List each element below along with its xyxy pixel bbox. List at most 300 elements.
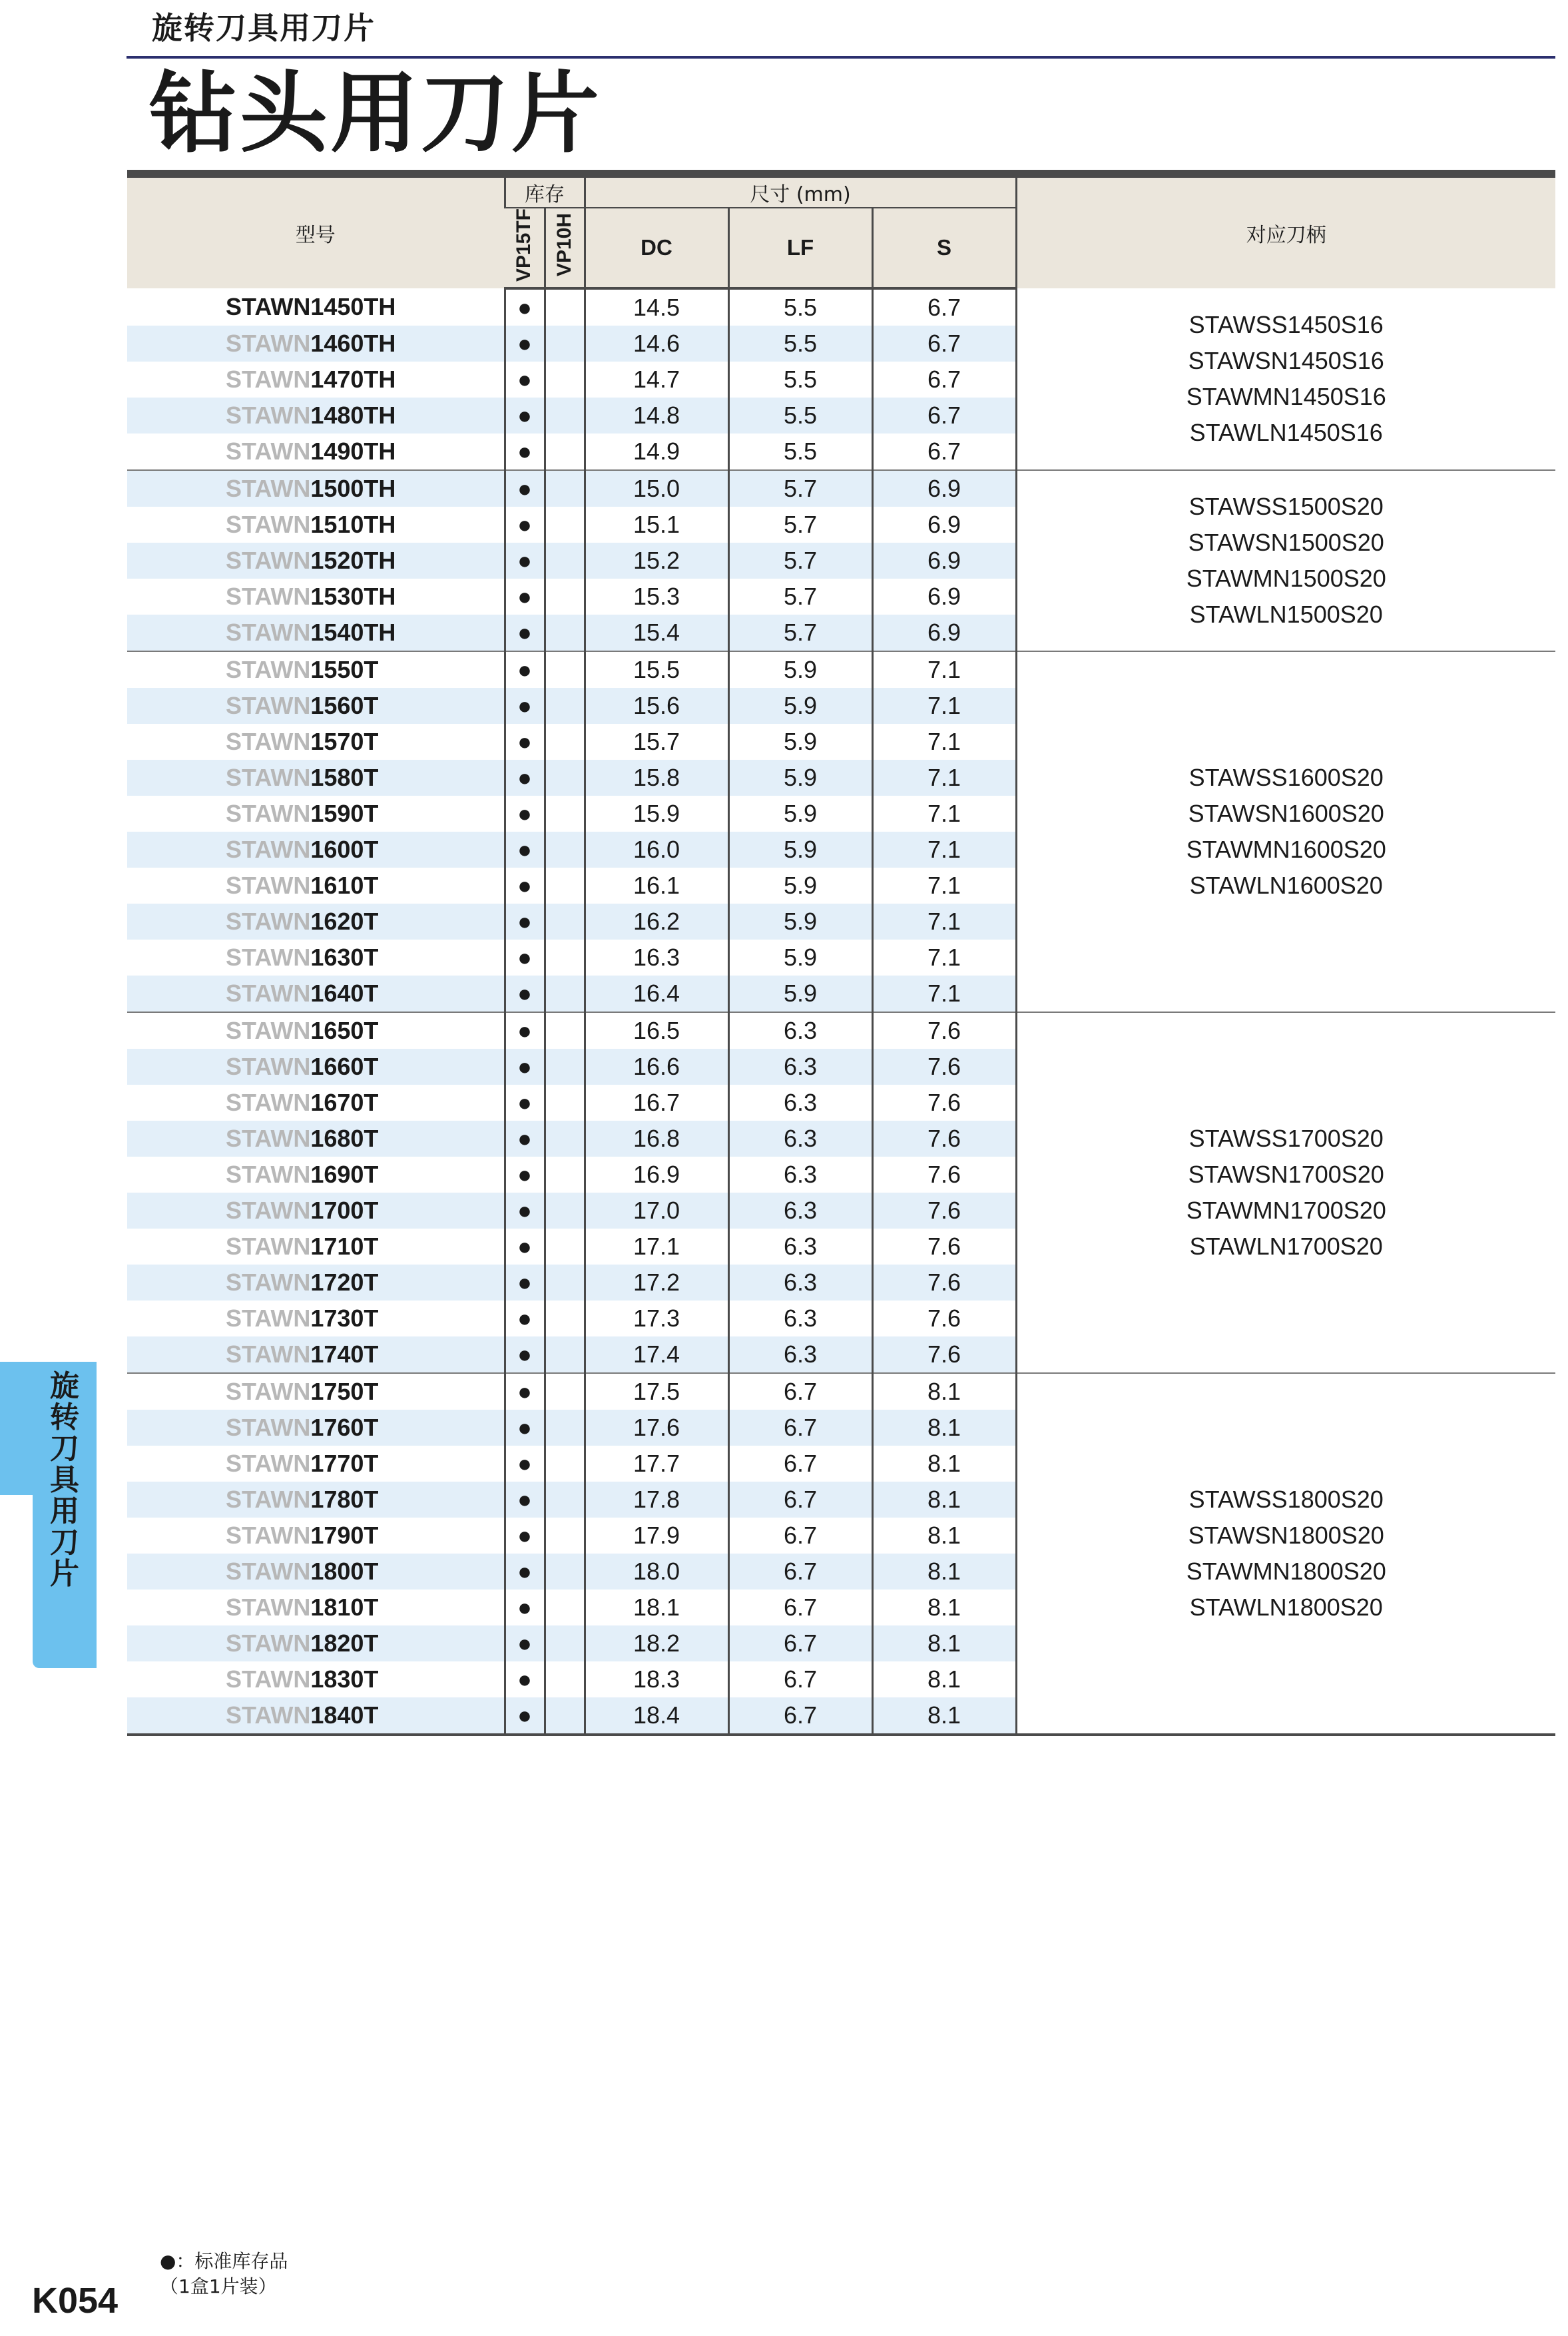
model-cell <box>127 1229 505 1265</box>
stock-vp10h-cell <box>545 507 585 543</box>
side-tab-char: 刀 <box>50 1432 79 1466</box>
s-cell: 7.1 <box>872 940 1016 976</box>
s-cell: 6.7 <box>872 288 1016 326</box>
lf-cell: 5.7 <box>728 543 872 579</box>
stock-vp15tf-cell: ● <box>505 1085 545 1121</box>
stock-vp15tf-cell: ● <box>505 507 545 543</box>
legend <box>160 2249 288 2299</box>
model-cell <box>127 904 505 940</box>
model-suffix: 1760T <box>310 1414 379 1442</box>
s-cell: 7.6 <box>872 1193 1016 1229</box>
dc-cell: 18.2 <box>585 1625 728 1661</box>
dc-cell: 15.9 <box>585 796 728 832</box>
stock-vp15tf-cell: ● <box>505 651 545 688</box>
dc-cell: 14.6 <box>585 326 728 362</box>
insert-spec-rows <box>127 288 1555 1735</box>
holder-name: STAWSS1600S20 <box>1188 764 1384 792</box>
model-prefix: STAWN <box>226 1017 311 1045</box>
model-suffix: 1840T <box>310 1701 379 1729</box>
stock-vp10h-cell <box>545 615 585 651</box>
holder-name: STAWSN1500S20 <box>1188 529 1384 557</box>
model-cell <box>127 724 505 760</box>
col-header-s: S <box>872 208 1016 288</box>
stock-vp10h-cell <box>545 1012 585 1049</box>
stock-vp10h-cell <box>545 1661 585 1697</box>
lf-cell: 6.3 <box>728 1121 872 1157</box>
lf-cell: 6.3 <box>728 1157 872 1193</box>
lf-cell: 6.7 <box>728 1482 872 1518</box>
model-cell <box>127 434 505 470</box>
model-suffix: 1540TH <box>310 619 396 647</box>
stock-vp15tf-cell: ● <box>505 1049 545 1085</box>
stock-vp15tf-cell: ● <box>505 724 545 760</box>
stock-vp10h-cell <box>545 688 585 724</box>
model-suffix: 1620T <box>310 908 379 936</box>
insert-spec-table <box>127 170 1555 1736</box>
model-suffix: 1530TH <box>310 583 396 611</box>
model-prefix: STAWN <box>226 800 311 828</box>
lf-cell: 5.9 <box>728 724 872 760</box>
model-cell <box>127 1336 505 1373</box>
s-cell: 6.9 <box>872 470 1016 507</box>
table-row <box>127 1012 1555 1049</box>
stock-vp15tf-cell: ● <box>505 904 545 940</box>
stock-vp15tf-cell: ● <box>505 1482 545 1518</box>
stock-vp15tf-cell: ● <box>505 976 545 1012</box>
model-cell <box>127 1518 505 1554</box>
dc-cell: 14.9 <box>585 434 728 470</box>
model-prefix: STAWN <box>226 872 311 900</box>
holder-name: STAWLN1450S16 <box>1189 419 1383 447</box>
model-suffix: 1740T <box>310 1340 379 1368</box>
model-cell <box>127 288 505 326</box>
stock-vp15tf-cell: ● <box>505 434 545 470</box>
dc-cell: 17.1 <box>585 1229 728 1265</box>
s-cell: 7.6 <box>872 1229 1016 1265</box>
stock-vp15tf-cell: ● <box>505 832 545 868</box>
s-cell: 7.1 <box>872 651 1016 688</box>
s-cell: 7.6 <box>872 1049 1016 1085</box>
model-prefix: STAWN <box>226 402 311 430</box>
model-prefix: STAWN <box>226 764 311 792</box>
model-cell <box>127 651 505 688</box>
stock-vp15tf-cell: ● <box>505 579 545 615</box>
s-cell: 6.9 <box>872 543 1016 579</box>
model-suffix: 1670T <box>310 1089 379 1117</box>
stock-vp15tf-cell: ● <box>505 1518 545 1554</box>
model-prefix: STAWN <box>226 583 311 611</box>
dc-cell: 16.5 <box>585 1012 728 1049</box>
stock-vp10h-cell <box>545 1229 585 1265</box>
holder-group-cell <box>1016 1373 1555 1735</box>
model-suffix: 1580T <box>310 764 379 792</box>
model-prefix: STAWN <box>226 1629 311 1657</box>
model-suffix: 1610T <box>310 872 379 900</box>
stock-vp10h-cell <box>545 1410 585 1446</box>
stock-vp15tf-cell: ● <box>505 1336 545 1373</box>
stock-vp10h-cell <box>545 434 585 470</box>
model-prefix: STAWN <box>226 619 311 647</box>
side-tab-char: 具 <box>50 1463 79 1497</box>
model-cell <box>127 1373 505 1410</box>
model-cell <box>127 1012 505 1049</box>
stock-vp15tf-cell: ● <box>505 288 545 326</box>
model-cell <box>127 796 505 832</box>
insert-spec-table-wrap <box>127 170 1555 1736</box>
model-suffix: 1730T <box>310 1305 379 1332</box>
model-prefix: STAWN <box>226 1665 311 1693</box>
dc-cell: 15.7 <box>585 724 728 760</box>
stock-vp10h-cell <box>545 724 585 760</box>
table-row <box>127 1373 1555 1410</box>
holder-name: STAWLN1700S20 <box>1189 1233 1383 1261</box>
model-suffix: 1460TH <box>310 330 396 358</box>
lf-cell: 5.9 <box>728 940 872 976</box>
stock-vp10h-cell <box>545 1697 585 1735</box>
dc-cell: 16.8 <box>585 1121 728 1157</box>
s-cell: 7.1 <box>872 796 1016 832</box>
stock-vp10h-cell <box>545 904 585 940</box>
model-suffix: 1450TH <box>310 293 396 321</box>
s-cell: 6.7 <box>872 326 1016 362</box>
lf-cell: 5.5 <box>728 434 872 470</box>
dc-cell: 16.3 <box>585 940 728 976</box>
stock-vp15tf-cell: ● <box>505 868 545 904</box>
holder-name: STAWMN1700S20 <box>1186 1197 1386 1225</box>
holder-name: STAWMN1600S20 <box>1186 836 1386 864</box>
lf-cell: 6.3 <box>728 1336 872 1373</box>
dc-cell: 14.8 <box>585 398 728 434</box>
s-cell: 8.1 <box>872 1482 1016 1518</box>
model-cell <box>127 1085 505 1121</box>
dc-cell: 17.9 <box>585 1518 728 1554</box>
stock-vp10h-cell <box>545 940 585 976</box>
model-cell <box>127 1625 505 1661</box>
model-cell <box>127 326 505 362</box>
lf-cell: 5.9 <box>728 760 872 796</box>
model-prefix: STAWN <box>226 1594 311 1621</box>
holder-name: STAWLN1600S20 <box>1189 872 1383 900</box>
model-prefix: STAWN <box>226 1558 311 1586</box>
lf-cell: 5.5 <box>728 398 872 434</box>
model-suffix: 1680T <box>310 1125 379 1153</box>
stock-vp10h-cell <box>545 470 585 507</box>
holder-name: STAWMN1800S20 <box>1186 1558 1386 1586</box>
model-prefix: STAWN <box>226 656 311 684</box>
dc-cell: 15.2 <box>585 543 728 579</box>
s-cell: 8.1 <box>872 1373 1016 1410</box>
model-cell <box>127 688 505 724</box>
model-prefix: STAWN <box>226 908 311 936</box>
model-prefix: STAWN <box>226 366 311 394</box>
model-prefix: STAWN <box>226 1053 311 1081</box>
stock-vp10h-cell <box>545 1554 585 1590</box>
lf-cell: 5.7 <box>728 579 872 615</box>
model-suffix: 1480TH <box>310 402 396 430</box>
s-cell: 7.6 <box>872 1121 1016 1157</box>
dc-cell: 16.2 <box>585 904 728 940</box>
model-prefix: STAWN <box>226 1233 311 1261</box>
model-cell <box>127 1049 505 1085</box>
holder-name: STAWLN1500S20 <box>1189 601 1383 629</box>
model-cell <box>127 1121 505 1157</box>
holder-name: STAWSN1700S20 <box>1188 1161 1384 1189</box>
s-cell: 8.1 <box>872 1554 1016 1590</box>
col-header-dc: DC <box>585 208 728 288</box>
model-prefix: STAWN <box>226 330 311 358</box>
side-tab-char: 旋 <box>50 1369 79 1403</box>
model-prefix: STAWN <box>226 1522 311 1550</box>
model-cell <box>127 832 505 868</box>
lf-cell: 6.7 <box>728 1410 872 1446</box>
stock-vp10h-cell <box>545 1085 585 1121</box>
dc-cell: 17.7 <box>585 1446 728 1482</box>
model-cell <box>127 1301 505 1336</box>
model-prefix: STAWN <box>226 1269 311 1297</box>
lf-cell: 6.7 <box>728 1697 872 1735</box>
dc-cell: 15.6 <box>585 688 728 724</box>
dc-cell: 15.8 <box>585 760 728 796</box>
s-cell: 7.1 <box>872 904 1016 940</box>
lf-cell: 5.9 <box>728 904 872 940</box>
dc-cell: 14.5 <box>585 288 728 326</box>
lf-cell: 6.3 <box>728 1193 872 1229</box>
stock-vp10h-cell <box>545 1625 585 1661</box>
stock-vp10h-cell <box>545 1049 585 1085</box>
dc-cell: 18.1 <box>585 1590 728 1625</box>
stock-vp10h-cell <box>545 1446 585 1482</box>
s-cell: 6.7 <box>872 434 1016 470</box>
model-prefix: STAWN <box>226 1486 311 1514</box>
lf-cell: 6.3 <box>728 1301 872 1336</box>
holder-name: STAWLN1800S20 <box>1189 1594 1383 1621</box>
dc-cell: 18.3 <box>585 1661 728 1697</box>
dc-cell: 15.1 <box>585 507 728 543</box>
model-suffix: 1790T <box>310 1522 379 1550</box>
model-suffix: 1560T <box>310 692 379 720</box>
model-cell <box>127 976 505 1012</box>
model-suffix: 1660T <box>310 1053 379 1081</box>
col-header-stock: 库存 <box>505 174 585 208</box>
model-suffix: 1830T <box>310 1665 379 1693</box>
side-tab-label <box>33 1370 97 1590</box>
model-suffix: 1800T <box>310 1558 379 1586</box>
s-cell: 7.6 <box>872 1336 1016 1373</box>
stock-vp10h-cell <box>545 1482 585 1518</box>
s-cell: 7.6 <box>872 1085 1016 1121</box>
table-row <box>127 651 1555 688</box>
model-cell <box>127 543 505 579</box>
model-suffix: 1780T <box>310 1486 379 1514</box>
stock-vp15tf-cell: ● <box>505 1193 545 1229</box>
stock-vp15tf-cell: ● <box>505 1121 545 1157</box>
s-cell: 7.1 <box>872 760 1016 796</box>
model-prefix: STAWN <box>226 511 311 539</box>
lf-cell: 6.3 <box>728 1229 872 1265</box>
model-cell <box>127 1697 505 1735</box>
grade-label-vp10h: VP10H <box>553 213 575 277</box>
lf-cell: 6.7 <box>728 1554 872 1590</box>
stock-vp10h-cell <box>545 796 585 832</box>
side-tab-char: 刀 <box>50 1526 79 1560</box>
stock-vp10h-cell <box>545 1193 585 1229</box>
model-suffix: 1470TH <box>310 366 396 394</box>
dc-cell: 14.7 <box>585 362 728 398</box>
model-suffix: 1700T <box>310 1197 379 1225</box>
stock-vp10h-cell <box>545 543 585 579</box>
lf-cell: 5.9 <box>728 651 872 688</box>
stock-vp15tf-cell: ● <box>505 470 545 507</box>
lf-cell: 6.7 <box>728 1625 872 1661</box>
dc-cell: 17.8 <box>585 1482 728 1518</box>
holder-name: STAWMN1500S20 <box>1186 565 1386 593</box>
grade-label-vp15tf: VP15TF <box>513 208 535 282</box>
model-cell <box>127 1482 505 1518</box>
dc-cell: 16.9 <box>585 1157 728 1193</box>
lf-cell: 5.9 <box>728 832 872 868</box>
stock-vp15tf-cell: ● <box>505 1697 545 1735</box>
stock-vp10h-cell <box>545 326 585 362</box>
stock-vp15tf-cell: ● <box>505 1625 545 1661</box>
stock-vp15tf-cell: ● <box>505 1554 545 1590</box>
stock-vp10h-cell <box>545 832 585 868</box>
lf-cell: 5.7 <box>728 615 872 651</box>
model-suffix: 1810T <box>310 1594 379 1621</box>
legend-line-stock: ●：标准库存品 <box>160 2250 288 2272</box>
lf-cell: 5.9 <box>728 796 872 832</box>
stock-vp10h-cell <box>545 579 585 615</box>
lf-cell: 5.5 <box>728 362 872 398</box>
table-row <box>127 288 1555 326</box>
dc-cell: 16.7 <box>585 1085 728 1121</box>
model-cell <box>127 1446 505 1482</box>
lf-cell: 6.7 <box>728 1446 872 1482</box>
model-cell <box>127 760 505 796</box>
lf-cell: 6.3 <box>728 1265 872 1301</box>
model-suffix: 1720T <box>310 1269 379 1297</box>
stock-vp15tf-cell: ● <box>505 1373 545 1410</box>
lf-cell: 5.7 <box>728 507 872 543</box>
dc-cell: 18.4 <box>585 1697 728 1735</box>
stock-vp10h-cell <box>545 1373 585 1410</box>
dc-cell: 15.4 <box>585 615 728 651</box>
model-prefix: STAWN <box>226 547 311 575</box>
stock-vp15tf-cell: ● <box>505 688 545 724</box>
lf-cell: 5.7 <box>728 470 872 507</box>
stock-vp10h-cell <box>545 1121 585 1157</box>
s-cell: 6.7 <box>872 362 1016 398</box>
dc-cell: 16.4 <box>585 976 728 1012</box>
stock-vp15tf-cell: ● <box>505 1446 545 1482</box>
dc-cell: 15.3 <box>585 579 728 615</box>
model-prefix: STAWN <box>226 1378 311 1406</box>
model-prefix: STAWN <box>226 728 311 756</box>
stock-vp10h-cell <box>545 288 585 326</box>
lf-cell: 5.5 <box>728 288 872 326</box>
model-prefix: STAWN <box>226 1089 311 1117</box>
s-cell: 7.1 <box>872 688 1016 724</box>
stock-vp10h-cell <box>545 1301 585 1336</box>
lf-cell: 5.9 <box>728 868 872 904</box>
lf-cell: 6.3 <box>728 1012 872 1049</box>
s-cell: 7.1 <box>872 868 1016 904</box>
model-suffix: 1550T <box>310 656 379 684</box>
stock-vp10h-cell <box>545 398 585 434</box>
stock-vp15tf-cell: ● <box>505 1012 545 1049</box>
model-prefix: STAWN <box>226 944 311 972</box>
model-suffix: 1640T <box>310 980 379 1008</box>
col-header-grade-vp10h <box>545 208 585 288</box>
s-cell: 8.1 <box>872 1661 1016 1697</box>
side-tab-char: 用 <box>50 1494 79 1528</box>
model-suffix: 1820T <box>310 1629 379 1657</box>
model-cell <box>127 1410 505 1446</box>
s-cell: 7.6 <box>872 1157 1016 1193</box>
model-suffix: 1510TH <box>310 511 396 539</box>
stock-vp10h-cell <box>545 1336 585 1373</box>
dc-cell: 16.6 <box>585 1049 728 1085</box>
model-cell <box>127 507 505 543</box>
lf-cell: 6.7 <box>728 1373 872 1410</box>
model-cell <box>127 868 505 904</box>
s-cell: 8.1 <box>872 1518 1016 1554</box>
model-suffix: 1490TH <box>310 438 396 465</box>
model-prefix: STAWN <box>226 1450 311 1478</box>
col-header-model: 型号 <box>127 174 505 288</box>
s-cell: 8.1 <box>872 1590 1016 1625</box>
s-cell: 6.9 <box>872 507 1016 543</box>
model-prefix: STAWN <box>226 475 311 503</box>
stock-vp15tf-cell: ● <box>505 1301 545 1336</box>
page-number: K054 <box>32 2281 119 2321</box>
stock-vp10h-cell <box>545 976 585 1012</box>
holder-name: STAWSS1700S20 <box>1188 1125 1384 1153</box>
dc-cell: 17.3 <box>585 1301 728 1336</box>
model-prefix: STAWN <box>226 293 311 321</box>
holder-name: STAWSS1450S16 <box>1188 311 1384 339</box>
stock-vp10h-cell <box>545 1157 585 1193</box>
s-cell: 7.6 <box>872 1301 1016 1336</box>
table-row <box>127 470 1555 507</box>
model-prefix: STAWN <box>226 1197 311 1225</box>
col-header-holder: 对应刀柄 <box>1016 174 1555 288</box>
legend-line-package: （1盒1片装） <box>160 2275 277 2297</box>
dc-cell: 17.2 <box>585 1265 728 1301</box>
model-cell <box>127 615 505 651</box>
stock-vp10h-cell <box>545 868 585 904</box>
model-suffix: 1520TH <box>310 547 396 575</box>
model-suffix: 1750T <box>310 1378 379 1406</box>
lf-cell: 6.3 <box>728 1049 872 1085</box>
model-cell <box>127 940 505 976</box>
s-cell: 6.7 <box>872 398 1016 434</box>
model-prefix: STAWN <box>226 1125 311 1153</box>
model-suffix: 1650T <box>310 1017 379 1045</box>
model-cell <box>127 362 505 398</box>
stock-vp15tf-cell: ● <box>505 940 545 976</box>
stock-vp15tf-cell: ● <box>505 398 545 434</box>
category-heading: 旋转刀具用刀片 <box>152 10 376 46</box>
model-cell <box>127 1265 505 1301</box>
stock-vp10h-cell <box>545 1265 585 1301</box>
model-cell <box>127 1554 505 1590</box>
side-tab-char: 片 <box>50 1557 79 1591</box>
holder-name: STAWSN1800S20 <box>1188 1522 1384 1550</box>
s-cell: 6.9 <box>872 579 1016 615</box>
model-prefix: STAWN <box>226 1701 311 1729</box>
col-header-dimensions: 尺寸 (mm) <box>585 174 1016 208</box>
s-cell: 7.1 <box>872 832 1016 868</box>
